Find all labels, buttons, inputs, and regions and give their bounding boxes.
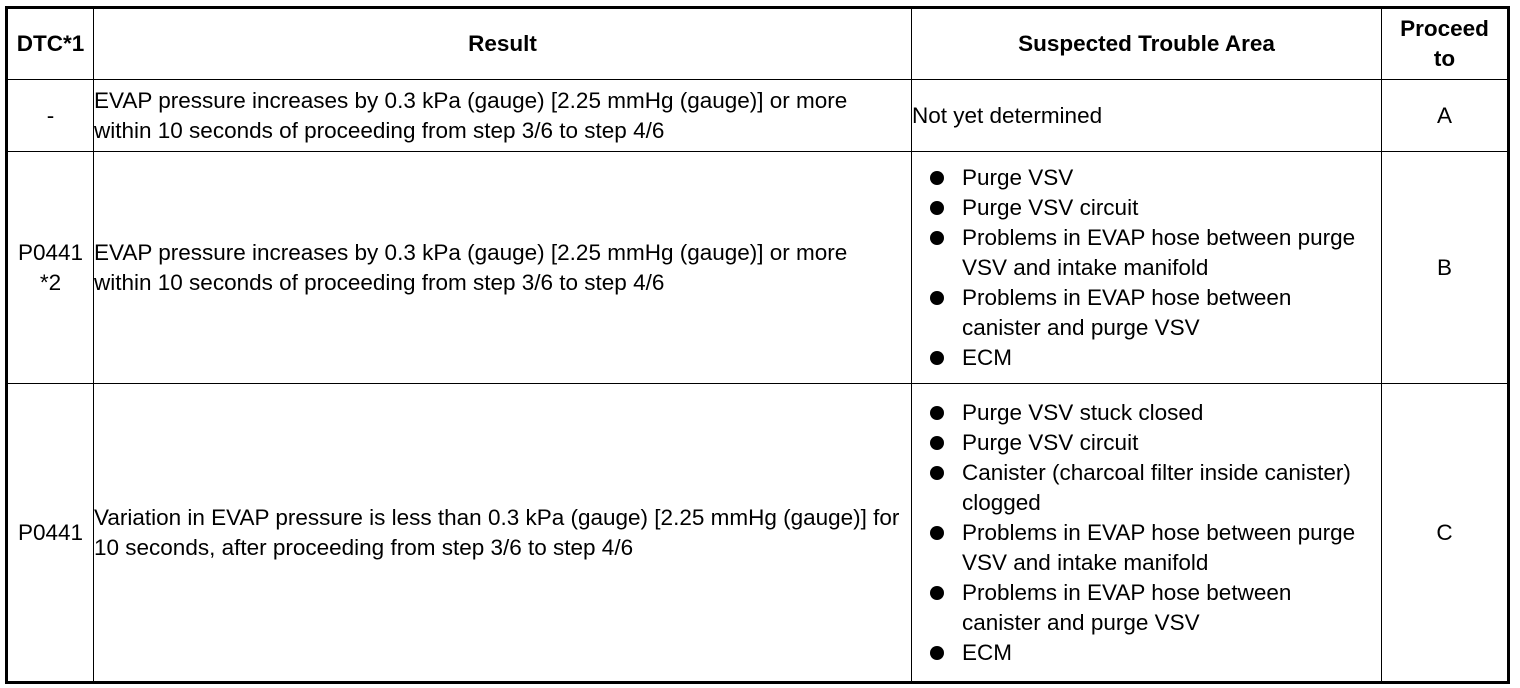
list-item xyxy=(912,223,1381,283)
list-item xyxy=(912,428,1381,458)
proceed-to-cell: B xyxy=(1382,152,1509,384)
bullet-icon xyxy=(930,291,944,305)
dtc-code-cell: P0441 xyxy=(7,384,94,683)
result-cell: EVAP pressure increases by 0.3 kPa (gauge) [2.25 mmHg (gauge)] or more within 10 seconds of proceeding from step 3/6 to step 4/6 xyxy=(94,80,912,152)
table-row xyxy=(7,152,1509,384)
table-row xyxy=(7,384,1509,683)
list-item xyxy=(912,398,1381,428)
suspected-area-cell xyxy=(912,384,1382,683)
header-proceed-to: Proceed to xyxy=(1382,8,1509,80)
bullet-icon xyxy=(930,526,944,540)
proceed-to-cell: A xyxy=(1382,80,1509,152)
bullet-icon xyxy=(930,466,944,480)
list-item-label: Purge VSV circuit xyxy=(962,429,1139,455)
list-item xyxy=(912,578,1381,638)
result-cell: Variation in EVAP pressure is less than 0.3 kPa (gauge) [2.25 mmHg (gauge)] for 10 seconds, after proceeding from step 3/6 to step 4/6 xyxy=(94,384,912,683)
list-item-label: Purge VSV stuck closed xyxy=(962,399,1204,425)
list-item-label: ECM xyxy=(962,639,1012,665)
list-item xyxy=(912,343,1381,373)
result-cell: EVAP pressure increases by 0.3 kPa (gauge) [2.25 mmHg (gauge)] or more within 10 seconds of proceeding from step 3/6 to step 4/6 xyxy=(94,152,912,384)
header-result: Result xyxy=(94,8,912,80)
list-item-label: Problems in EVAP hose between canister and purge VSV xyxy=(962,579,1292,635)
header-dtc: DTC*1 xyxy=(7,8,94,80)
list-item-label: Problems in EVAP hose between purge VSV and intake manifold xyxy=(962,519,1356,575)
list-item-label: Problems in EVAP hose between canister and purge VSV xyxy=(962,284,1292,340)
list-item xyxy=(912,283,1381,343)
list-item xyxy=(912,458,1381,518)
list-item xyxy=(912,638,1381,668)
bullet-icon xyxy=(930,436,944,450)
list-item xyxy=(912,163,1381,193)
suspected-area-list xyxy=(912,163,1381,373)
suspected-area-cell: Not yet determined xyxy=(912,80,1382,152)
dtc-code-cell: - xyxy=(7,80,94,152)
proceed-to-cell: C xyxy=(1382,384,1509,683)
list-item xyxy=(912,518,1381,578)
list-item xyxy=(912,193,1381,223)
bullet-icon xyxy=(930,406,944,420)
header-row xyxy=(7,8,1509,80)
bullet-icon xyxy=(930,586,944,600)
bullet-icon xyxy=(930,231,944,245)
list-item-label: Purge VSV xyxy=(962,164,1074,190)
dtc-code-cell: P0441 *2 xyxy=(7,152,94,384)
list-item-label: ECM xyxy=(962,344,1012,370)
bullet-icon xyxy=(930,171,944,185)
dtc-result-table-container xyxy=(5,6,1507,681)
suspected-area-list xyxy=(912,398,1381,668)
header-suspected-trouble-area: Suspected Trouble Area xyxy=(912,8,1382,80)
table-row xyxy=(7,80,1509,152)
bullet-icon xyxy=(930,646,944,660)
list-item-label: Canister (charcoal filter inside canister) clogged xyxy=(962,459,1351,515)
dtc-result-table xyxy=(5,6,1510,684)
bullet-icon xyxy=(930,351,944,365)
list-item-label: Purge VSV circuit xyxy=(962,194,1139,220)
bullet-icon xyxy=(930,201,944,215)
suspected-area-cell xyxy=(912,152,1382,384)
list-item-label: Problems in EVAP hose between purge VSV and intake manifold xyxy=(962,224,1356,280)
